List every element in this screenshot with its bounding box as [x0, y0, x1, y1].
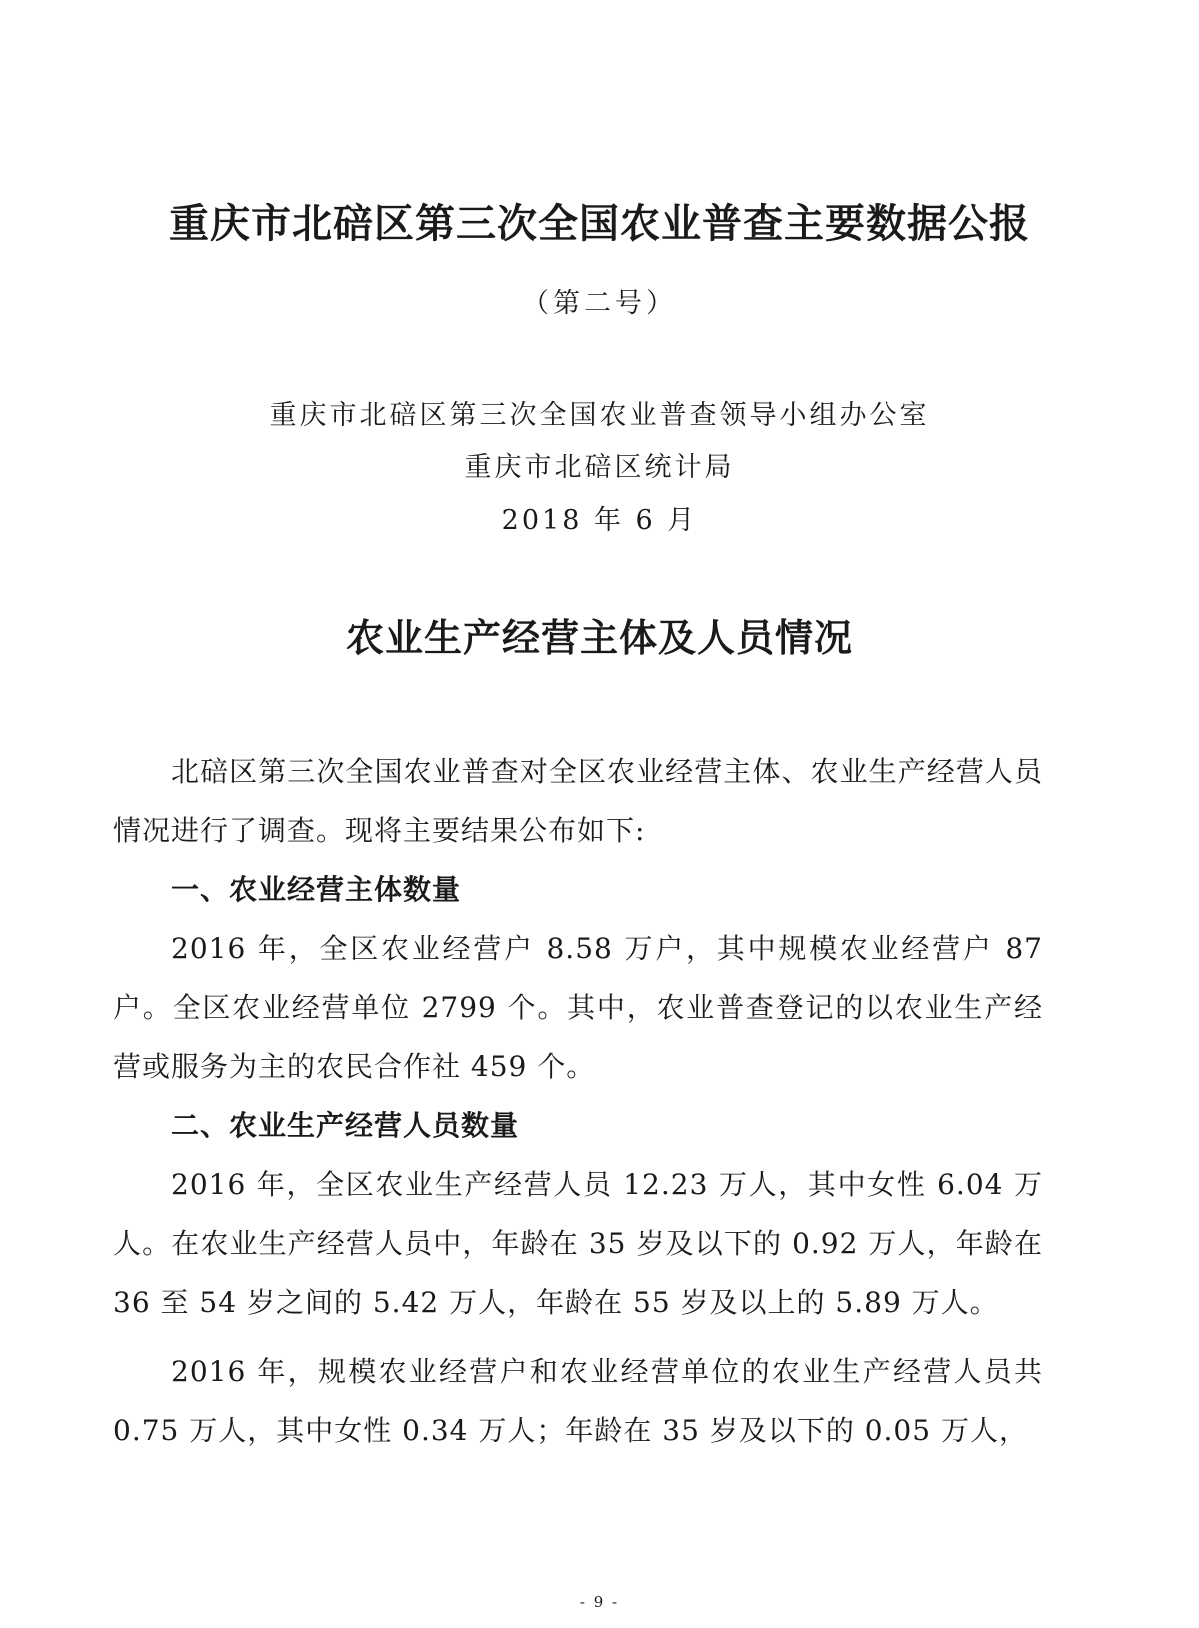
issue-date: 2018 年 6 月: [501, 505, 698, 536]
issuer-bureau: 重庆市北碚区统计局: [464, 452, 735, 483]
section-title: 农业生产经营主体及人员情况: [345, 616, 853, 660]
paragraph-personnel-total: 2016 年，全区农业生产经营人员 12.23 万人，其中女性 6.04 万人。在农业生产经营人员中，年龄在 35 岁及以下的 0.92 万人，年龄在 36 至 54 岁之间的 5.42 万人，年龄在 55 岁及以上的 5.89 万人。: [113, 1168, 1043, 1319]
issue-number: （第二号）: [522, 288, 677, 319]
heading-operating-entities: 一、农业经营主体数量: [171, 873, 462, 906]
body-text: [113, 742, 1043, 1460]
issuer-office: 重庆市北碚区第三次全国农业普查领导小组办公室: [269, 400, 930, 431]
intro-paragraph: 北碚区第三次全国农业普查对全区农业经营主体、农业生产经营人员情况进行了调查。现将主要结果公布如下:: [113, 755, 1043, 847]
paragraph-operating-entities: 2016 年，全区农业经营户 8.58 万户，其中规模农业经营户 87 户。全区农业经营单位 2799 个。其中，农业普查登记的以农业生产经营或服务为主的农民合作社 459 个。: [113, 932, 1043, 1083]
paragraph-personnel-scale: 2016 年，规模农业经营户和农业经营单位的农业生产经营人员共 0.75 万人，其中女性 0.34 万人；年龄在 35 岁及以下的 0.05 万人，: [113, 1355, 1043, 1447]
page-number: - 9 -: [579, 1593, 620, 1611]
heading-operating-personnel: 二、农业生产经营人员数量: [171, 1109, 520, 1142]
bulletin-title: 重庆市北碚区第三次全国农业普查主要数据公报: [169, 201, 1030, 247]
paragraph-gap: [113, 1332, 1043, 1342]
